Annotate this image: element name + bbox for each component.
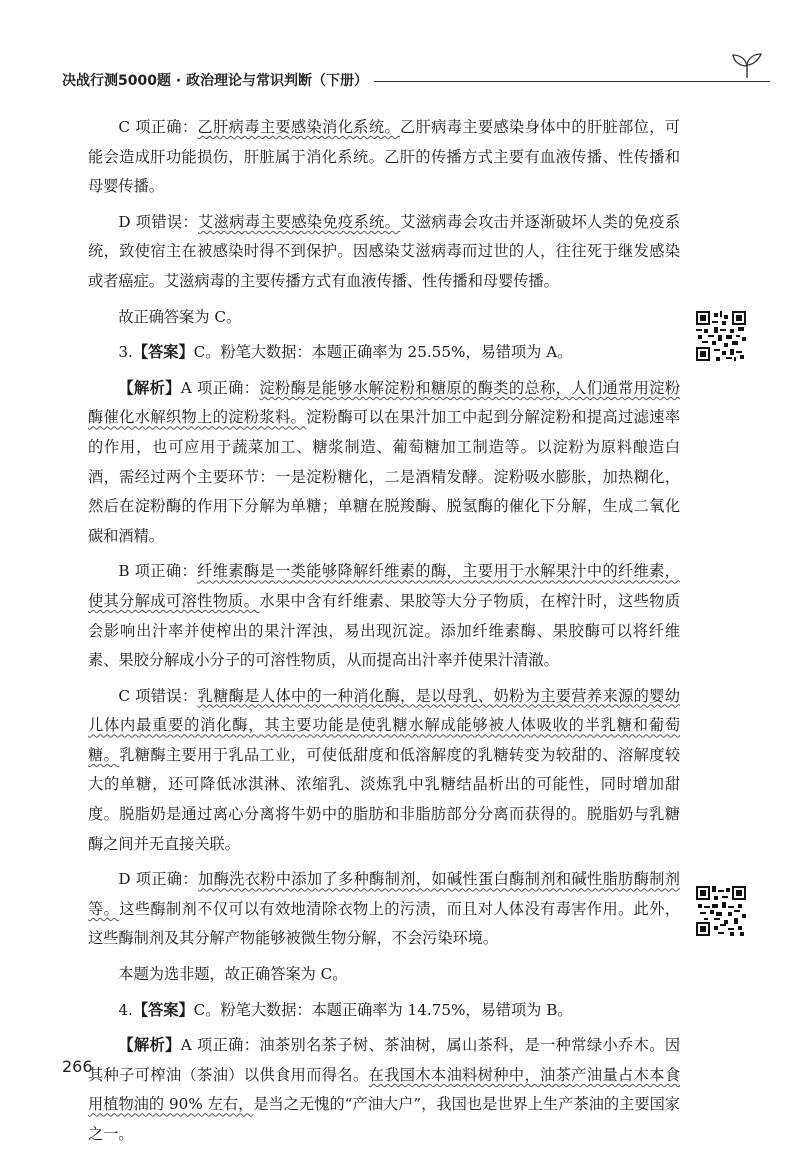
paragraph: 【解析】A 项正确：油茶别名茶子树、茶油树，属山茶科，是一种常绿小乔木。因其种子可榨油（茶油）以供食用而得名。在我国木本油料树种中，油茶产油量占木本食用植物油的 90% 左右，是当之无愧的“产油大户”，我国也是世界上生产茶油的主要国家之一。 — [88, 1036, 681, 1143]
qr-code-icon[interactable] — [696, 886, 746, 936]
header-title: 决战行测5000题 · 政治理论与常识判断（下册） — [62, 73, 369, 89]
header-rule — [374, 81, 770, 82]
paragraph: B 项正确：纤维素酶是一类能够降解纤维素的酶，主要用于水解果汁中的纤维素，使其分解成可溶性物质。水果中含有纤维素、果胶等大分子物质，在榨汁时，这些物质会影响出汁率并使榨出的果汁浑浊，易出现沉淀。添加纤维素酶、果胶酶可以将纤维素、果胶分解成小分子的可溶性物质，从而提高出汁率并使果汁清澈。 — [88, 562, 681, 670]
page-number: 266 — [62, 1057, 93, 1076]
running-header — [62, 68, 770, 92]
question-answer-4: 4.【答案】C。粉笔大数据：本题正确率为 14.75%，易错项为 B。 — [118, 1000, 573, 1019]
leaf-icon — [730, 52, 764, 78]
underlined-text: 淀粉酶是能够水解淀粉和糖原的酶类的总称，人们通常用淀粉酶催化水解织物上的淀粉浆料。 — [88, 378, 681, 427]
paragraph: D 项正确：加酶洗衣粉中添加了多种酶制剂，如碱性蛋白酶制剂和碱性脂肪酶制剂等。这些酶制剂不仅可以有效地清除衣物上的污渍，而且对人体没有毒害作用。此外，这些酶制剂及其分解产物能够被微生物分解，不会污染环境。 — [88, 870, 681, 948]
answer-tag: 【答案】 — [132, 343, 194, 362]
answer-line: 本题为选非题，故正确答案为 C。 — [118, 965, 348, 984]
underlined-text: 乙肝病毒主要感染消化系统。 — [197, 118, 401, 136]
question-answer-3: 3.【答案】C。粉笔大数据：本题正确率为 25.55%，易错项为 A。 — [118, 343, 573, 362]
underlined-text: 艾滋病毒主要感染免疫系统。 — [198, 212, 401, 231]
paragraph: 【解析】A 项正确：淀粉酶是能够水解淀粉和糖原的酶类的总称，人们通常用淀粉酶催化水解织物上的淀粉浆料。淀粉酶可以在果汁加工中起到分解淀粉和提高过滤速率的作用，也可应用于蔬菜加工、糖浆制造、葡萄糖加工制造等。以淀粉为原料酿造白酒，需经过两个主要环节：一是淀粉糖化，二是酒精发酵。淀粉吸水膨胀，加热糊化，然后在淀粉酶的作用下分解为单糖；单糖在脱羧酶、脱氢酶的催化下分解，生成二氧化碳和酒精。 — [88, 378, 681, 545]
answer-line: 故正确答案为 C。 — [118, 307, 242, 326]
answer-tag: 【答案】 — [132, 1000, 194, 1019]
underlined-text: 纤维素酶是一类能够降解纤维素的酶，主要用于水解果汁中的纤维素，使其分解成可溶性物质。 — [88, 562, 680, 610]
page-body — [88, 113, 680, 1156]
underlined-text: 在我国木本油料树种中，油茶产油量占木本食用植物油的 90% 左右， — [88, 1065, 681, 1114]
analysis-tag: 【解析】 — [118, 378, 181, 397]
paragraph: C 项错误：乳糖酶是人体中的一种消化酶，是以母乳、奶粉为主要营养来源的婴幼儿体内最重要的消化酶，其主要功能是使乳糖水解成能够被人体吸收的半乳糖和葡萄糖。乳糖酶主要用于乳品工业，可使低甜度和低溶解度的乳糖转变为较甜的、溶解度较大的单糖，还可降低冰淇淋、浓缩乳、淡炼乳中乳糖结晶析出的可能性，同时增加甜度。脱脂奶是通过离心分离将牛奶中的脂肪和非脂肪部分分离而获得的。脱脂奶与乳糖酶之间并无直接关联。 — [88, 686, 681, 853]
paragraph: D 项错误：艾滋病毒主要感染免疫系统。艾滋病毒会攻击并逐渐破坏人类的免疫系统，致使宿主在被感染时得不到保护。因感染艾滋病毒而过世的人，往往死于继发感染或者癌症。艾滋病毒的主要传播方式有血液传播、性传播和母婴传播。 — [88, 212, 681, 290]
underlined-text: 乳糖酶是人体中的一种消化酶，是以母乳、奶粉为主要营养来源的婴幼儿体内最重要的消化酶，其主要功能是使乳糖水解成能够被人体吸收的半乳糖和葡萄糖。 — [88, 686, 680, 764]
qr-code-icon[interactable] — [696, 311, 746, 361]
underlined-text: 加酶洗衣粉中添加了多种酶制剂，如碱性蛋白酶制剂和碱性脂肪酶制剂等。 — [88, 870, 680, 918]
analysis-tag: 【解析】 — [118, 1036, 181, 1055]
paragraph: C 项正确：乙肝病毒主要感染消化系统。乙肝病毒主要感染身体中的肝脏部位，可能会造成肝功能损伤，肝脏属于消化系统。乙肝的传播方式主要有血液传播、性传播和母婴传播。 — [88, 118, 681, 196]
